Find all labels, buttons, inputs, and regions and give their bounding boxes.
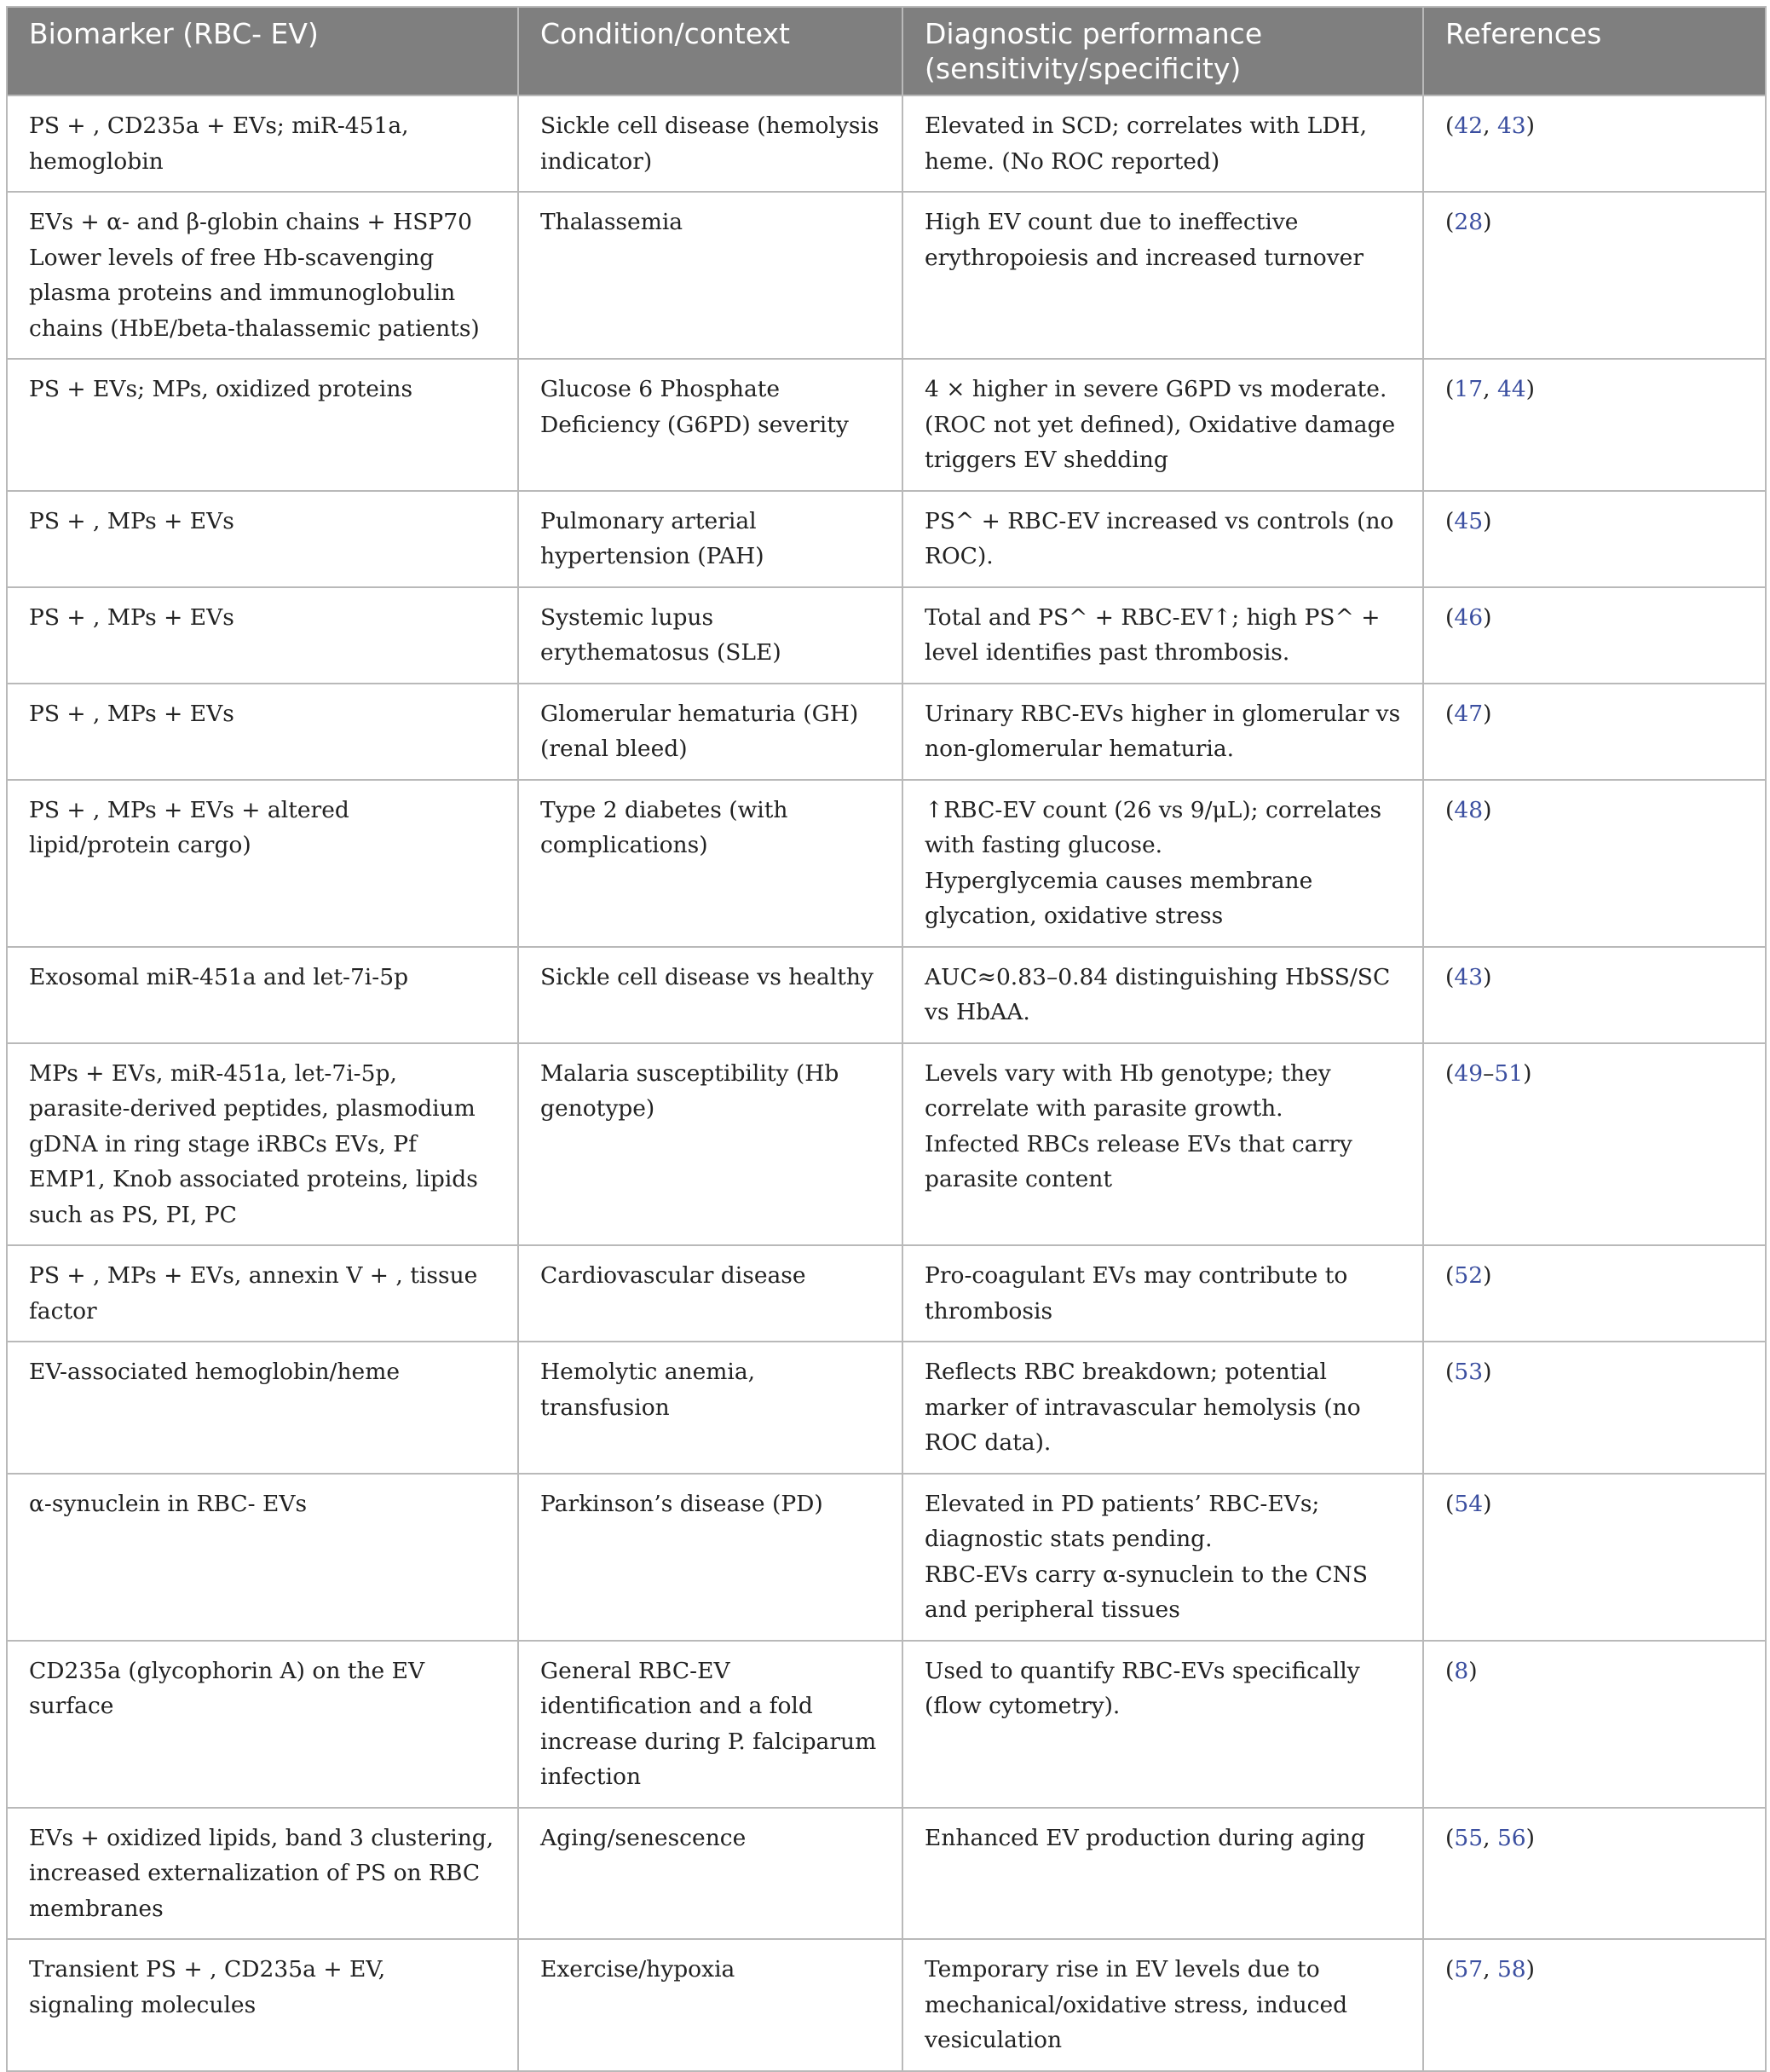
performance-cell	[902, 1808, 1423, 1940]
reference-link[interactable]: 53	[1454, 1359, 1484, 1385]
condition-cell-line: Aging/senescence	[540, 1824, 747, 1851]
condition-cell-line: Sickle cell disease (hemolysis indicator)	[540, 113, 879, 175]
biomarker-cell-line: EVs + oxidized lipids, band 3 clustering, increased externalization of PS on RBC membranes	[29, 1824, 494, 1922]
performance-cell-line: Infected RBCs release EVs that carry parasite content	[925, 1130, 1352, 1192]
condition-cell-line: Systemic lupus erythematosus (SLE)	[540, 603, 781, 666]
references-cell: (17, 44)	[1423, 359, 1766, 491]
performance-cell-line: High EV count due to ineffective erythropoiesis and increased turnover	[925, 209, 1364, 271]
performance-cell-line: Urinary RBC-EVs higher in glomerular vs non-glomerular hematuria.	[925, 700, 1401, 762]
references-cell: (53)	[1423, 1342, 1766, 1474]
table-row	[7, 1641, 1766, 1808]
condition-cell-line: Pulmonary arterial hypertension (PAH)	[540, 507, 764, 569]
reference-separator: ,	[1483, 1956, 1497, 1983]
performance-cell	[902, 780, 1423, 947]
biomarker-cell	[7, 780, 518, 947]
reference-link[interactable]: 28	[1454, 209, 1484, 235]
condition-cell-line: General RBC-EV identification and a fold increase during P. falciparum infection	[540, 1657, 877, 1790]
performance-cell-line: Temporary rise in EV levels due to mechanical/oxidative stress, induced vesiculation	[925, 1956, 1348, 2053]
reference-link[interactable]: 54	[1454, 1490, 1484, 1517]
condition-cell-line: Parkinson’s disease (PD)	[540, 1490, 823, 1517]
biomarker-cell-line: PS + , MPs + EVs	[29, 507, 234, 534]
table-row	[7, 491, 1766, 587]
references-cell: (45)	[1423, 491, 1766, 587]
biomarker-cell-line: PS + , MPs + EVs + altered lipid/protein cargo)	[29, 796, 349, 858]
references-cell: (28)	[1423, 192, 1766, 359]
condition-cell-line: Hemolytic anemia, transfusion	[540, 1359, 756, 1421]
reference-link[interactable]: 57	[1454, 1956, 1484, 1983]
biomarker-cell-line: MPs + EVs, miR-451a, let-7i-5p, parasite-derived peptides, plasmodium gDNA in ring stage iRBCs EVs, Pf EMP1, Knob associated proteins, lipids such as PS, PI, PC	[29, 1059, 478, 1228]
reference-link[interactable]: 55	[1454, 1824, 1484, 1851]
condition-cell	[518, 1342, 902, 1474]
performance-cell	[902, 1939, 1423, 2071]
performance-cell-line: PS^ + RBC-EV increased vs controls (no ROC).	[925, 507, 1394, 569]
references-cell: (54)	[1423, 1474, 1766, 1641]
biomarker-cell	[7, 1342, 518, 1474]
reference-link[interactable]: 58	[1496, 1956, 1526, 1983]
performance-cell	[902, 684, 1423, 780]
performance-cell	[902, 192, 1423, 359]
biomarker-cell	[7, 684, 518, 780]
biomarker-cell-line: PS + , MPs + EVs	[29, 700, 234, 727]
performance-cell-line: ↑RBC-EV count (26 vs 9/μL); correlates with fasting glucose.	[925, 796, 1382, 858]
condition-cell-line: Sickle cell disease vs healthy	[540, 963, 873, 990]
reference-link[interactable]: 46	[1454, 603, 1484, 631]
reference-link[interactable]: 52	[1454, 1262, 1484, 1289]
header-condition: Condition/context	[518, 7, 902, 95]
biomarker-cell-line: Transient PS + , CD235a + EV, signaling molecules	[29, 1956, 386, 2018]
biomarker-cell	[7, 1808, 518, 1940]
condition-cell-line: Type 2 diabetes (with complications)	[540, 796, 788, 858]
condition-cell	[518, 359, 902, 491]
performance-cell	[902, 491, 1423, 587]
performance-cell	[902, 1043, 1423, 1246]
table-row	[7, 587, 1766, 684]
biomarker-cell-line: PS + , MPs + EVs	[29, 603, 234, 631]
header-references: References	[1423, 7, 1766, 95]
table-row	[7, 359, 1766, 491]
biomarker-cell-line: EV-associated hemoglobin/heme	[29, 1359, 401, 1385]
table-row	[7, 1245, 1766, 1342]
biomarker-cell-line: CD235a (glycophorin A) on the EV surface	[29, 1657, 425, 1719]
performance-cell-line: Hyperglycemia causes membrane glycation, oxidative stress	[925, 867, 1313, 929]
header-row	[7, 7, 1766, 95]
condition-cell	[518, 1641, 902, 1808]
table-row	[7, 947, 1766, 1043]
condition-cell	[518, 587, 902, 684]
table-row	[7, 1043, 1766, 1246]
reference-separator: ,	[1483, 113, 1497, 139]
performance-cell	[902, 1245, 1423, 1342]
performance-cell	[902, 947, 1423, 1043]
performance-cell	[902, 587, 1423, 684]
references-cell: (55, 56)	[1423, 1808, 1766, 1940]
reference-link[interactable]: 8	[1454, 1657, 1469, 1684]
table-row	[7, 1808, 1766, 1940]
table-row	[7, 192, 1766, 359]
performance-cell	[902, 1641, 1423, 1808]
reference-separator: ,	[1483, 1824, 1497, 1851]
biomarker-cell	[7, 1474, 518, 1641]
biomarker-cell	[7, 1043, 518, 1246]
performance-cell	[902, 1474, 1423, 1641]
reference-link[interactable]: 49	[1454, 1059, 1484, 1087]
biomarker-cell	[7, 1939, 518, 2071]
reference-link[interactable]: 44	[1496, 376, 1526, 402]
reference-link[interactable]: 43	[1454, 963, 1484, 990]
biomarker-cell	[7, 192, 518, 359]
references-cell: (47)	[1423, 684, 1766, 780]
biomarker-cell-line: Exosomal miR-451a and let-7i-5p	[29, 963, 409, 990]
condition-cell	[518, 684, 902, 780]
condition-cell-line: Malaria susceptibility (Hb genotype)	[540, 1059, 839, 1122]
biomarker-table	[6, 6, 1767, 2072]
header-performance: Diagnostic performance (sensitivity/specificity)	[902, 7, 1423, 95]
performance-cell-line: 4 × higher in severe G6PD vs moderate. (ROC not yet defined), Oxidative damage triggers EV shedding	[925, 376, 1396, 473]
performance-cell-line: AUC≈0.83–0.84 distinguishing HbSS/SC vs HbAA.	[925, 963, 1391, 1025]
reference-link[interactable]: 43	[1496, 113, 1526, 139]
condition-cell-line: Cardiovascular disease	[540, 1262, 806, 1289]
performance-cell-line: Total and PS^ + RBC-EV↑; high PS^ + level identifies past thrombosis.	[925, 603, 1381, 666]
reference-link[interactable]: 45	[1454, 507, 1484, 534]
biomarker-cell	[7, 359, 518, 491]
condition-cell-line: Glucose 6 Phosphate Deficiency (G6PD) severity	[540, 376, 849, 438]
biomarker-cell-line: PS + , CD235a + EVs; miR-451a, hemoglobin	[29, 113, 409, 175]
biomarker-cell	[7, 95, 518, 192]
condition-cell	[518, 780, 902, 947]
reference-link[interactable]: 17	[1454, 376, 1484, 402]
references-cell: (46)	[1423, 587, 1766, 684]
header-biomarker: Biomarker (RBC- EV)	[7, 7, 518, 95]
biomarker-cell	[7, 587, 518, 684]
table-row	[7, 95, 1766, 192]
biomarker-cell-line: Lower levels of free Hb-scavenging plasma proteins and immunoglobulin chains (HbE/beta-thalassemic patients)	[29, 244, 480, 342]
condition-cell	[518, 95, 902, 192]
condition-cell-line: Exercise/hypoxia	[540, 1956, 735, 1983]
performance-cell-line: Pro-coagulant EVs may contribute to thrombosis	[925, 1262, 1348, 1325]
reference-link[interactable]: 48	[1454, 796, 1484, 823]
performance-cell	[902, 1342, 1423, 1474]
condition-cell	[518, 491, 902, 587]
performance-cell	[902, 95, 1423, 192]
performance-cell-line: Used to quantify RBC-EVs specifically (flow cytometry).	[925, 1657, 1360, 1719]
condition-cell	[518, 1474, 902, 1641]
performance-cell-line: Elevated in PD patients’ RBC-EVs; diagnostic stats pending.	[925, 1490, 1320, 1552]
biomarker-cell	[7, 1641, 518, 1808]
performance-cell-line: Enhanced EV production during aging	[925, 1824, 1366, 1851]
performance-cell	[902, 359, 1423, 491]
table-row	[7, 684, 1766, 780]
condition-cell	[518, 192, 902, 359]
reference-link[interactable]: 47	[1454, 700, 1484, 727]
condition-cell	[518, 1808, 902, 1940]
table-body	[7, 95, 1766, 2071]
condition-cell	[518, 1043, 902, 1246]
reference-separator: –	[1483, 1059, 1495, 1087]
references-cell: (48)	[1423, 780, 1766, 947]
condition-cell	[518, 1939, 902, 2071]
table-row	[7, 1939, 1766, 2071]
reference-link[interactable]: 56	[1496, 1824, 1526, 1851]
reference-link[interactable]: 42	[1454, 113, 1484, 139]
performance-cell-line: Reflects RBC breakdown; potential marker of intravascular hemolysis (no ROC data).	[925, 1359, 1361, 1456]
biomarker-cell-line: EVs + α- and β-globin chains + HSP70	[29, 209, 472, 235]
performance-cell-line: Elevated in SCD; correlates with LDH, heme. (No ROC reported)	[925, 113, 1368, 175]
reference-separator: ,	[1483, 376, 1497, 402]
table-row	[7, 780, 1766, 947]
biomarker-cell	[7, 491, 518, 587]
references-cell: (52)	[1423, 1245, 1766, 1342]
references-cell: (42, 43)	[1423, 95, 1766, 192]
references-cell: (43)	[1423, 947, 1766, 1043]
biomarker-cell-line: PS + , MPs + EVs, annexin V + , tissue factor	[29, 1262, 478, 1325]
references-cell: (8)	[1423, 1641, 1766, 1808]
performance-cell-line: RBC-EVs carry α-synuclein to the CNS and peripheral tissues	[925, 1561, 1369, 1623]
table-row	[7, 1342, 1766, 1474]
biomarker-cell-line: PS + EVs; MPs, oxidized proteins	[29, 376, 413, 402]
table-row	[7, 1474, 1766, 1641]
condition-cell-line: Thalassemia	[540, 209, 683, 235]
performance-cell-line: Levels vary with Hb genotype; they correlate with parasite growth.	[925, 1059, 1331, 1122]
biomarker-cell-line: α-synuclein in RBC- EVs	[29, 1490, 308, 1517]
condition-cell	[518, 1245, 902, 1342]
references-cell: (49–51)	[1423, 1043, 1766, 1246]
reference-link[interactable]: 51	[1494, 1059, 1524, 1087]
references-cell: (57, 58)	[1423, 1939, 1766, 2071]
biomarker-cell	[7, 947, 518, 1043]
condition-cell	[518, 947, 902, 1043]
condition-cell-line: Glomerular hematuria (GH) (renal bleed)	[540, 700, 859, 762]
biomarker-cell	[7, 1245, 518, 1342]
